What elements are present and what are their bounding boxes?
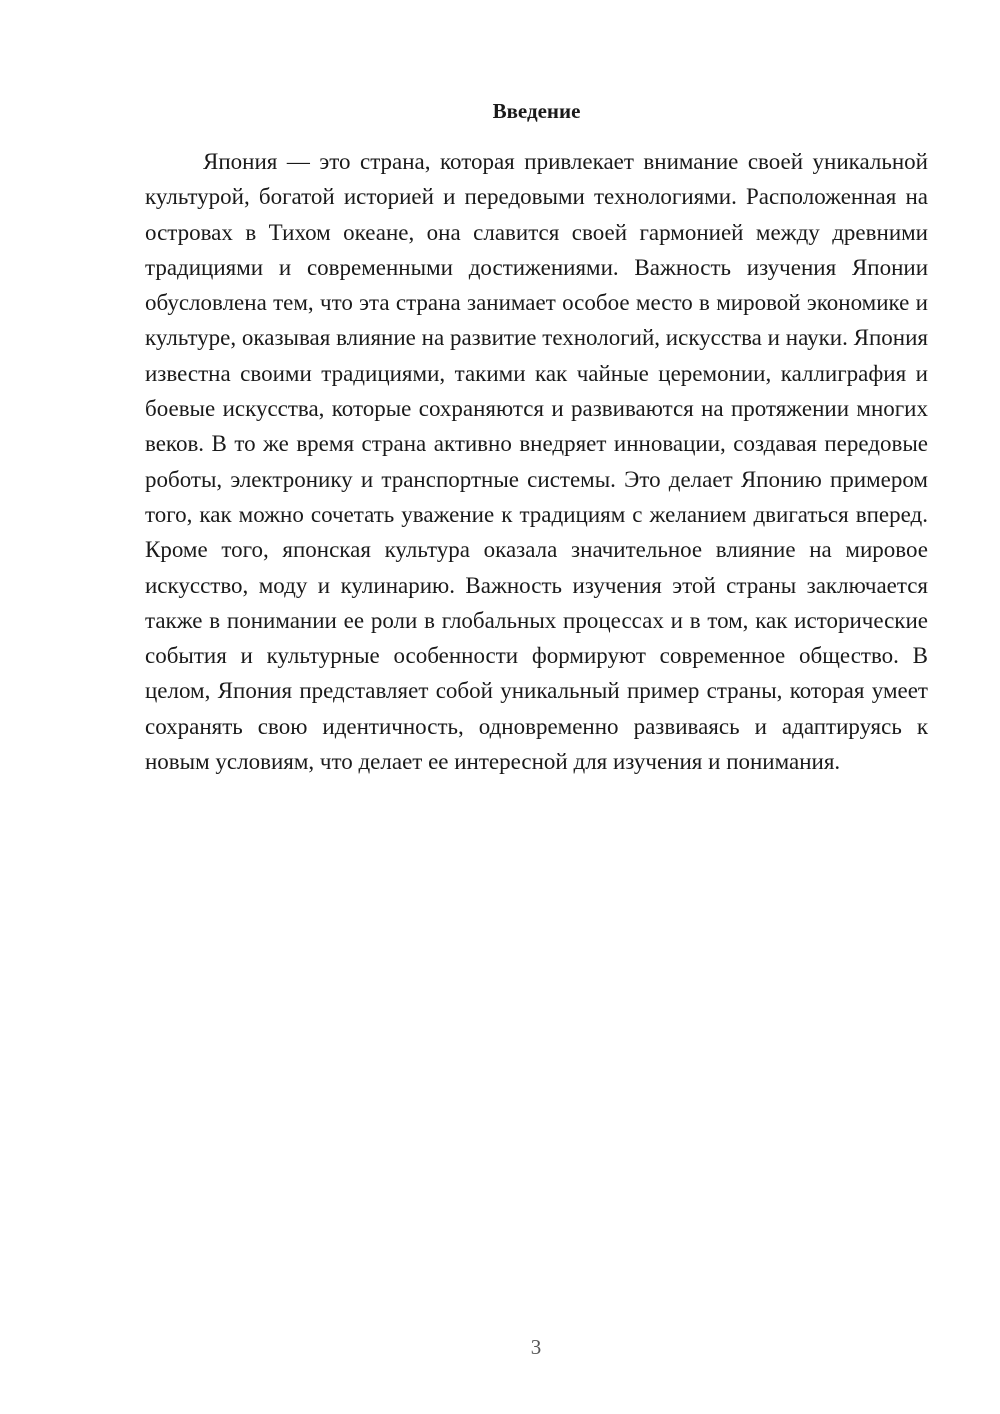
page-number: 3 — [530, 1335, 542, 1359]
body-paragraph: Япония — это страна, которая привлекает внимание своей уникальной культурой, богатой историей и передовыми технологиями. Расположенная на островах в Тихом океане, она славится своей гармонией между древними традициями и современными достижениями. Важность изучения Японии обусловлена тем, что эта страна занимает особое место в мировой экономике и культуре, оказывая влияние на развитие технологий, искусства и науки. Япония известна своими традициями, такими как чайные церемонии, каллиграфия и боевые искусства, которые сохраняются и развиваются на протяжении многих веков. В то же время страна активно внедряет инновации, создавая передовые роботы, электронику и транспортные системы. Это делает Японию примером того, как можно сочетать уважение к традициям с желанием двигаться вперед. Кроме того, японская культура оказала значительное влияние на мировое искусство, моду и кулинарию. Важность изучения этой страны заключается также в понимании ее роли в глобальных процессах и в том, как исторические события и культурные особенности формируют современное общество. В целом, Япония представляет собой уникальный пример страны, которая умеет сохранять свою идентичность, одновременно развиваясь и адаптируясь к новым условиям, что делает ее интересной для изучения и понимания. — [145, 149, 928, 775]
section-heading: Введение — [492, 99, 581, 123]
